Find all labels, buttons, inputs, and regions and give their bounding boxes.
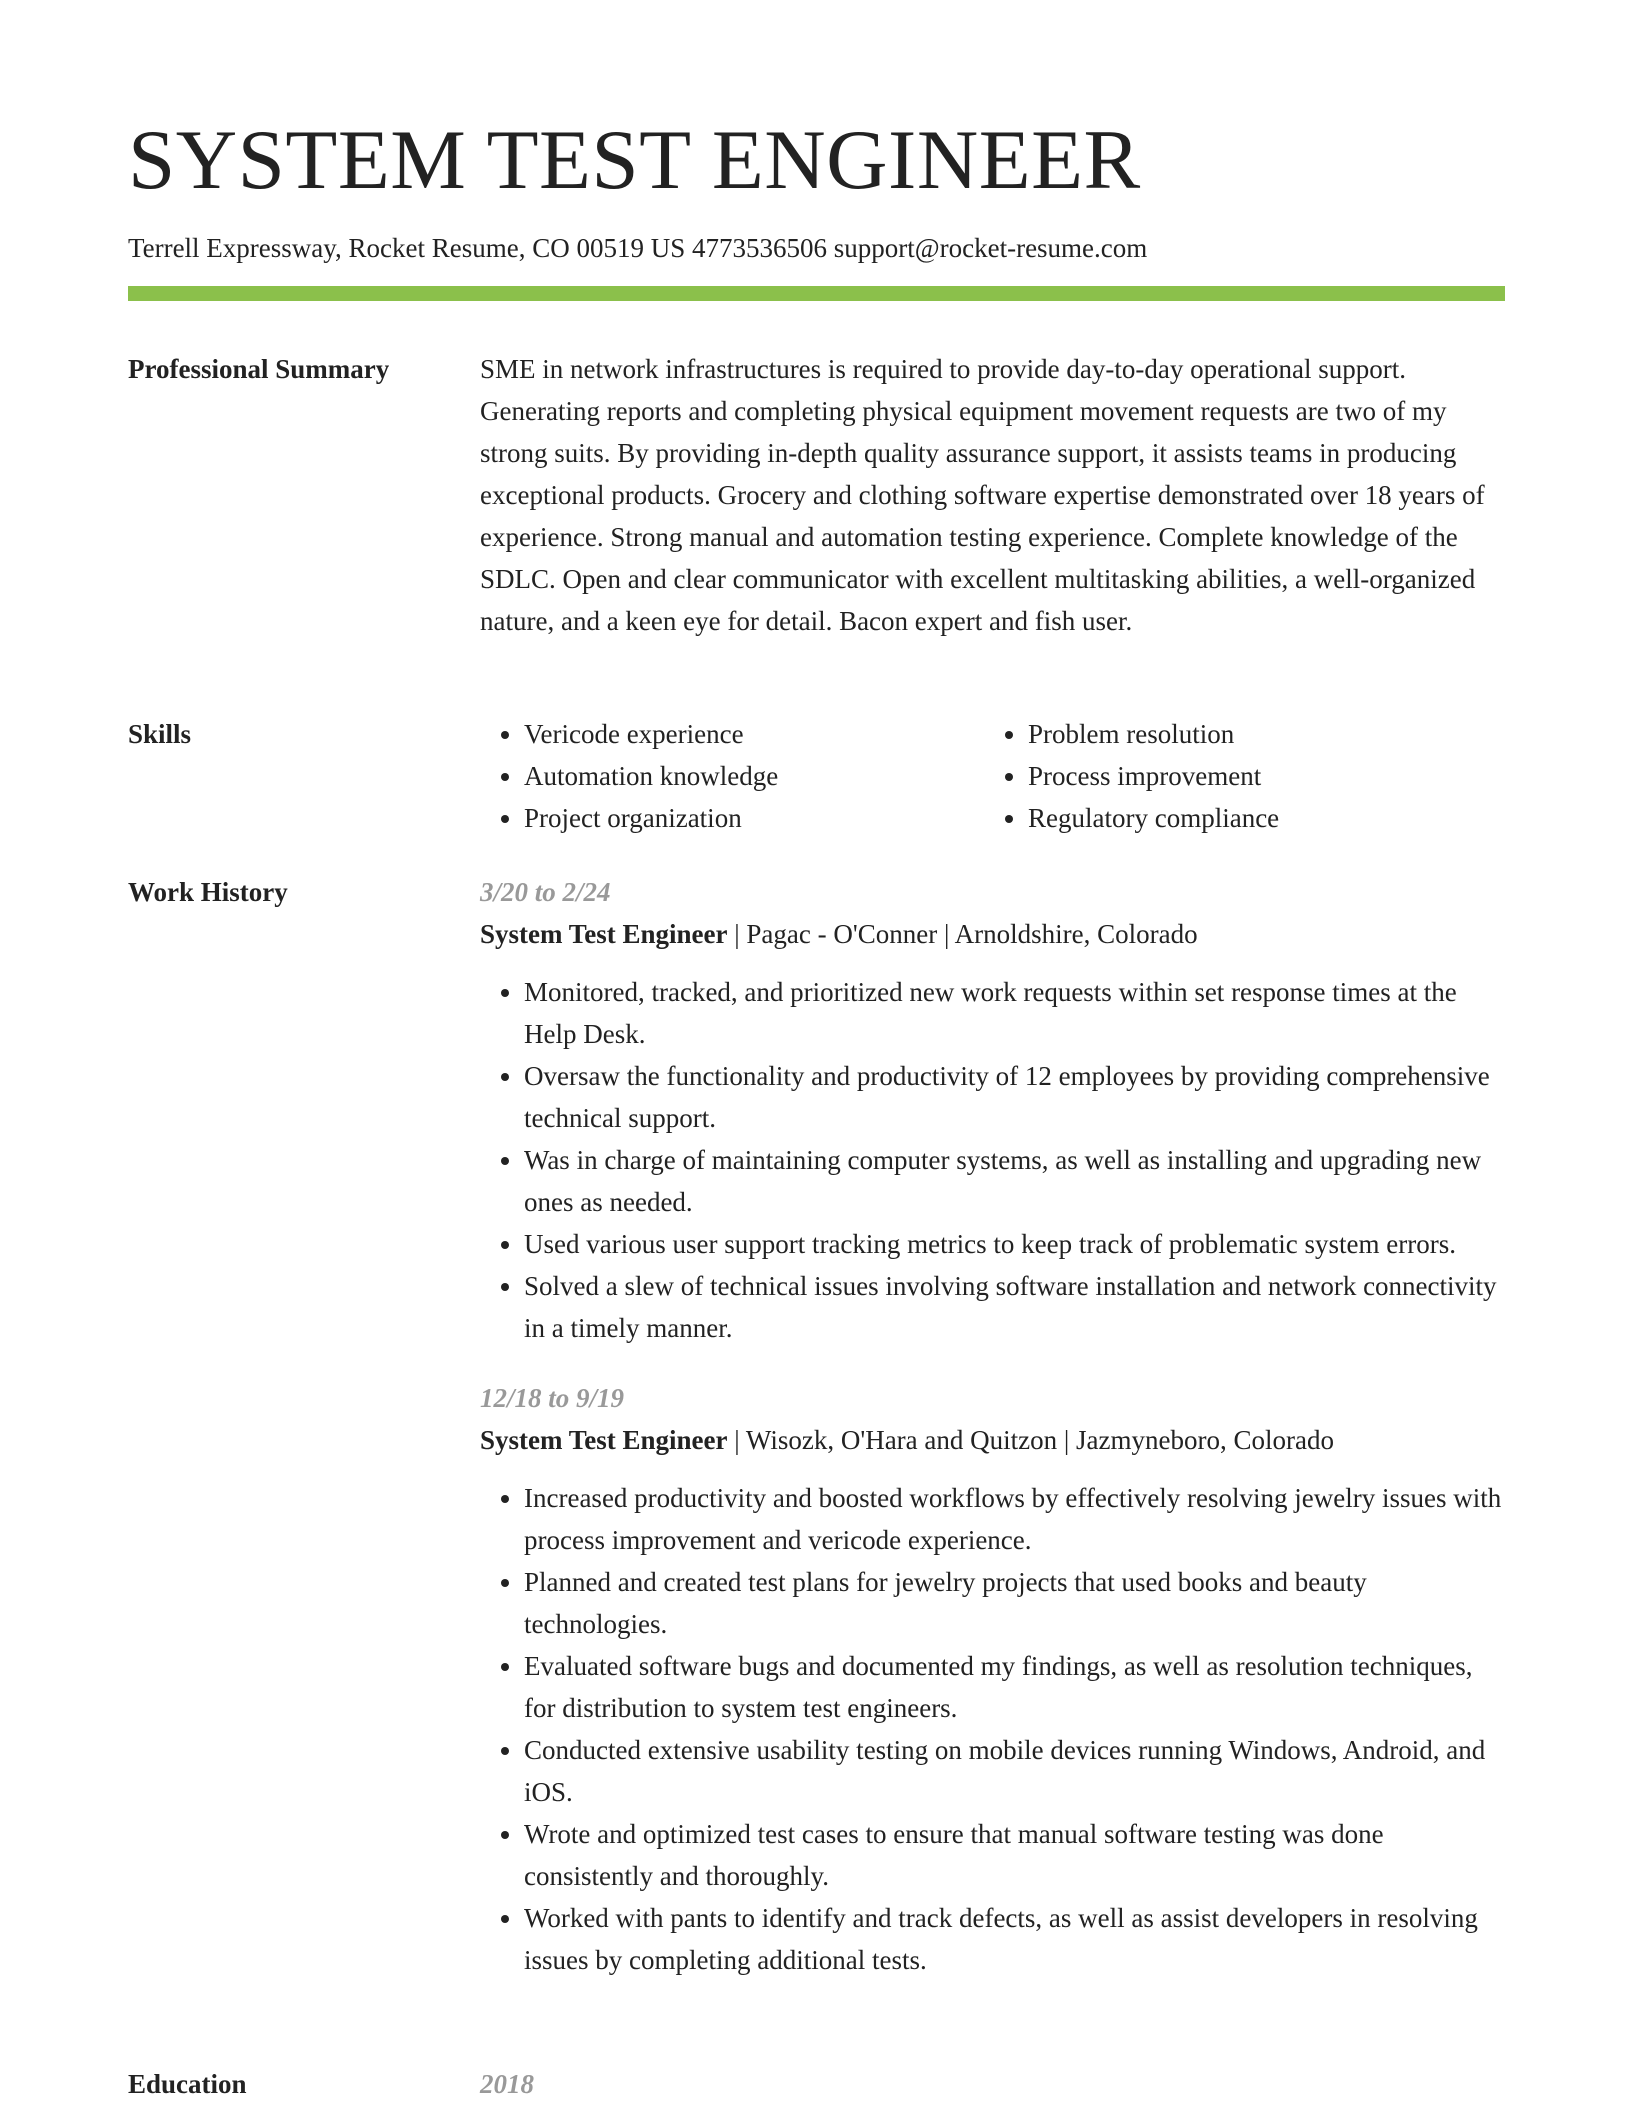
skill-item: • Vericode experience (524, 713, 984, 755)
skills-list-right (984, 713, 1488, 839)
resume-title: SYSTEM TEST ENGINEER (128, 113, 1141, 207)
job-bullet: • Evaluated software bugs and documented my findings, as well as resolution techniques, for distribution to system test engineers. (524, 1645, 1505, 1729)
summary-heading: Professional Summary (128, 354, 390, 384)
work-history-heading: Work History (128, 877, 288, 907)
skill-item: • Regulatory compliance (1028, 797, 1488, 839)
skill-item: • Automation knowledge (524, 755, 984, 797)
job-heading (480, 913, 1505, 955)
job-title: System Test Engineer (480, 919, 728, 949)
skills-list-left (480, 713, 984, 839)
job-entry (480, 1377, 1505, 1981)
job-heading (480, 1419, 1505, 1461)
skill-item: • Problem resolution (1028, 713, 1488, 755)
skill-item: • Process improvement (1028, 755, 1488, 797)
job-employer: | Wisozk, O'Hara and Quitzon | Jazmyneboro, Colorado (727, 1425, 1334, 1455)
job-bullet: • Solved a slew of technical issues involving software installation and network connectivity in a timely manner. (524, 1265, 1505, 1349)
job-bullet: • Increased productivity and boosted workflows by effectively resolving jewelry issues with process improvement and vericode experience. (524, 1477, 1505, 1561)
education-body (480, 2063, 1505, 2105)
job-bullets (480, 971, 1505, 1349)
job-bullet: • Monitored, tracked, and prioritized new work requests within set response times at the Help Desk. (524, 971, 1505, 1055)
job-bullet: • Was in charge of maintaining computer systems, as well as installing and upgrading new ones as needed. (524, 1139, 1505, 1223)
education-year: 2018 (480, 2069, 534, 2099)
job-employer: | Pagac - O'Conner | Arnoldshire, Colorado (727, 919, 1198, 949)
job-bullet: • Worked with pants to identify and track defects, as well as assist developers in resolving issues by completing additional tests. (524, 1897, 1505, 1981)
education-heading: Education (128, 2069, 247, 2099)
contact-line: Terrell Expressway, Rocket Resume, CO 00519 US 4773536506 support@rocket-resume.com (128, 233, 1148, 263)
job-entry (480, 871, 1505, 1349)
job-dates: 12/18 to 9/19 (480, 1383, 625, 1413)
job-bullet: • Wrote and optimized test cases to ensure that manual software testing was done consistently and thoroughly. (524, 1813, 1505, 1897)
job-title: System Test Engineer (480, 1425, 728, 1455)
work-history-body (480, 871, 1505, 1981)
skills-heading: Skills (128, 719, 192, 749)
summary-text: SME in network infrastructures is required to provide day-to-day operational support. Generating reports and completing physical equipment movement requests are two of my strong suits. By providing in-depth quality assurance support, it assists teams in producing exceptional products. Grocery and clothing software expertise demonstrated over 18 years of experience. Strong manual and automation testing experience. Complete knowledge of the SDLC. Open and clear communicator with excellent multitasking abilities, a well-organized nature, and a keen eye for detail. Bacon expert and fish user. (480, 354, 1485, 636)
job-bullet: • Used various user support tracking metrics to keep track of problematic system errors. (524, 1223, 1505, 1265)
summary-body (480, 348, 1505, 642)
job-bullet: • Conducted extensive usability testing on mobile devices running Windows, Android, and iOS. (524, 1729, 1505, 1813)
skill-item: • Project organization (524, 797, 984, 839)
skills-columns (480, 713, 1505, 839)
job-bullets (480, 1477, 1505, 1981)
accent-divider (128, 286, 1505, 301)
job-bullet: • Planned and created test plans for jewelry projects that used books and beauty technologies. (524, 1561, 1505, 1645)
job-dates: 3/20 to 2/24 (480, 877, 611, 907)
skills-body (480, 713, 1505, 839)
job-bullet: • Oversaw the functionality and productivity of 12 employees by providing comprehensive technical support. (524, 1055, 1505, 1139)
